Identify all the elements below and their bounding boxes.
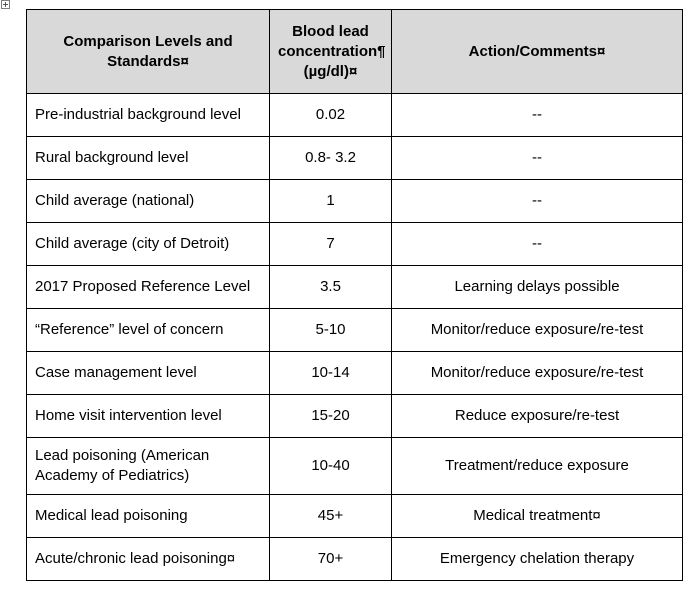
- row-action: Treatment/reduce exposure: [392, 438, 683, 495]
- row-level: Home visit intervention level: [27, 395, 270, 438]
- header-blood-lead-concentration-label: Blood lead concentration¶ (µg/dl)¤: [278, 22, 386, 80]
- row-level: 2017 Proposed Reference Level: [27, 266, 270, 309]
- row-level: Pre-industrial background level: [27, 94, 270, 137]
- row-action: Monitor/reduce exposure/re-test: [392, 352, 683, 395]
- header-action-comments: [392, 10, 683, 94]
- row-concentration: 10-14: [270, 352, 392, 395]
- table-row: [27, 137, 683, 180]
- row-concentration: 1: [270, 180, 392, 223]
- row-level: “Reference” level of concern: [27, 309, 270, 352]
- row-action: Emergency chelation therapy: [392, 538, 683, 581]
- row-action: --: [392, 137, 683, 180]
- header-action-comments-label: Action/Comments¤: [468, 42, 606, 60]
- blood-lead-levels-table: [26, 9, 683, 581]
- row-level: Case management level: [27, 352, 270, 395]
- row-level: Rural background level: [27, 137, 270, 180]
- header-blood-lead-concentration: [270, 10, 392, 94]
- table-row: [27, 94, 683, 137]
- table-row: [27, 495, 683, 538]
- row-action: Monitor/reduce exposure/re-test: [392, 309, 683, 352]
- table-row: [27, 438, 683, 495]
- row-concentration: 3.5: [270, 266, 392, 309]
- row-concentration: 0.02: [270, 94, 392, 137]
- table-row: [27, 395, 683, 438]
- table-row: [27, 223, 683, 266]
- row-level: Acute/chronic lead poisoning¤: [27, 538, 270, 581]
- row-level: Lead poisoning (American Academy of Pediatrics): [27, 438, 270, 495]
- row-action: Reduce exposure/re-test: [392, 395, 683, 438]
- row-level: Child average (city of Detroit): [27, 223, 270, 266]
- row-action: Medical treatment¤: [392, 495, 683, 538]
- table-row: [27, 352, 683, 395]
- row-level: Child average (national): [27, 180, 270, 223]
- row-concentration: 15-20: [270, 395, 392, 438]
- row-concentration: 5-10: [270, 309, 392, 352]
- table-row: [27, 266, 683, 309]
- row-concentration: 7: [270, 223, 392, 266]
- row-level: Medical lead poisoning: [27, 495, 270, 538]
- row-concentration: 0.8- 3.2: [270, 137, 392, 180]
- header-comparison-levels-label: Comparison Levels and Standards¤: [63, 32, 233, 70]
- row-action: --: [392, 223, 683, 266]
- table-row: [27, 538, 683, 581]
- row-action: --: [392, 180, 683, 223]
- row-concentration: 45+: [270, 495, 392, 538]
- row-action: Learning delays possible: [392, 266, 683, 309]
- table-row: [27, 309, 683, 352]
- header-comparison-levels: [27, 10, 270, 94]
- table-move-handle-icon[interactable]: [1, 0, 10, 9]
- row-concentration: 10-40: [270, 438, 392, 495]
- table-row: [27, 180, 683, 223]
- row-action: --: [392, 94, 683, 137]
- table-header-row: [27, 10, 683, 94]
- row-concentration: 70+: [270, 538, 392, 581]
